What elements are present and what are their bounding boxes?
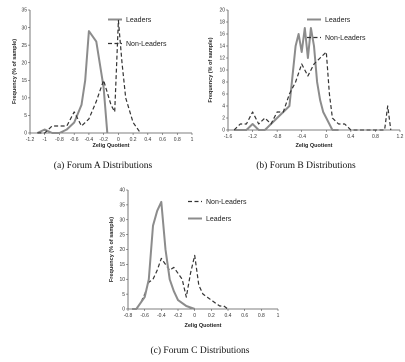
chart-3-x-tick-label: -0.6 xyxy=(140,313,149,319)
chart-3-series-leaders-legend-label: Leaders xyxy=(206,216,232,223)
chart-1-series-non-leaders-point xyxy=(51,125,52,126)
chart-3-y-tick-label: 25 xyxy=(119,232,125,239)
chart-1-series-non-leaders-point xyxy=(37,132,38,133)
chart-2-series-leaders-point xyxy=(277,117,278,118)
chart-2-series-non-leaders-point xyxy=(301,63,302,64)
chart-2-series-non-leaders-point xyxy=(344,123,345,124)
chart-3-series-non-leaders-point xyxy=(219,305,220,306)
chart-3-x-tick-label: 0.4 xyxy=(224,313,232,319)
chart-1-series-leaders-point xyxy=(96,41,97,42)
chart-2-series-non-leaders-point xyxy=(363,129,364,130)
chart-1-series-leaders-point xyxy=(59,132,60,133)
chart-1-x-tick-label: 1 xyxy=(190,137,194,143)
chart-2-series-leaders-point xyxy=(246,129,247,130)
chart-3-series-non-leaders-legend-label: Non-Leaders xyxy=(206,199,247,206)
chart-2-caption: (b) Forum B Distributions xyxy=(256,161,356,171)
chart-2-y-tick-label: 4 xyxy=(222,103,225,110)
chart-2-series-non-leaders-point xyxy=(387,105,388,106)
chart-3-y-tick-label: 35 xyxy=(119,202,125,209)
chart-3-series-non-leaders-point xyxy=(194,255,195,256)
chart-1-series-leaders-point xyxy=(44,129,45,130)
chart-1-x-tick-label: 0.6 xyxy=(159,137,167,143)
chart-2-series-non-leaders-point xyxy=(246,123,247,124)
chart-1-series-leaders-point xyxy=(88,30,89,31)
chart-1-x-tick-label: 0.8 xyxy=(173,137,181,143)
chart-3-x-tick-label: 0.8 xyxy=(257,313,265,319)
chart-2-series-leaders-point xyxy=(323,111,324,112)
chart-3-series-non-leaders-point xyxy=(173,267,174,268)
chart-2-y-tick-label: 18 xyxy=(219,19,225,26)
chart-1-x-tick-label: -0.4 xyxy=(84,137,94,143)
chart-1-series-non-leaders-point xyxy=(66,125,67,126)
chart-2-y-tick-label: 8 xyxy=(222,79,225,86)
chart-2-series-non-leaders-point xyxy=(295,81,296,82)
chart-1-x-tick-label: 0 xyxy=(116,137,120,143)
chart-1-series-leaders-point xyxy=(74,122,75,123)
chart-1-y-tick-label: 25 xyxy=(21,42,27,49)
chart-3-x-tick-label: -0.2 xyxy=(173,313,183,319)
chart-3-x-tick-label: -0.8 xyxy=(123,313,133,319)
chart-3-series-leaders-line xyxy=(132,202,195,309)
chart-2-series-non-leaders-point xyxy=(320,57,321,58)
chart-2-x-axis-label: Zelig Quotient xyxy=(295,143,333,149)
chart-3-y-tick-label: 0 xyxy=(122,306,125,313)
chart-2-series-leaders-point xyxy=(289,105,290,106)
chart-1-series-non-leaders-point xyxy=(88,118,89,119)
chart-2-series-non-leaders-point xyxy=(369,129,370,130)
chart-1-series-leaders-point xyxy=(66,129,67,130)
chart-1-series-non-leaders-point xyxy=(96,101,97,102)
chart-3-x-axis-label: Zelig Quotient xyxy=(184,323,222,329)
chart-1-series-leaders-legend-label: Leaders xyxy=(126,17,152,24)
chart-2-series-non-leaders-point xyxy=(307,75,308,76)
chart-2-y-tick-label: 2 xyxy=(222,115,225,122)
chart-1-y-axis-label: Frequency (% of sample) xyxy=(12,38,18,105)
chart-1-caption: (a) Forum A Distributions xyxy=(53,161,153,171)
chart-2-series-leaders-point xyxy=(258,129,259,130)
chart-2-series-non-leaders-point xyxy=(313,63,314,64)
chart-2-series-non-leaders-point xyxy=(390,129,391,130)
chart-3-series-leaders-point xyxy=(161,201,162,202)
chart-1-x-axis-label: Zelig Quotient xyxy=(92,143,130,149)
chart-1-series-non-leaders-point xyxy=(81,125,82,126)
chart-2-y-tick-label: 20 xyxy=(219,7,225,14)
chart-2-series-non-leaders-point xyxy=(329,93,330,94)
chart-2-x-tick-label: -0.8 xyxy=(272,134,282,140)
chart-3-series-non-leaders-point xyxy=(190,273,191,274)
chart-2-series-leaders-point xyxy=(292,75,293,76)
chart-2-series-non-leaders-point xyxy=(289,93,290,94)
chart-2-series-non-leaders-line xyxy=(234,52,391,130)
chart-3-series-non-leaders-point xyxy=(207,297,208,298)
chart-2-series-non-leaders-point xyxy=(326,51,327,52)
chart-3-x-tick-label: 1 xyxy=(276,313,280,319)
chart-2-series-leaders-point xyxy=(264,129,265,130)
chart-2-series-non-leaders-point xyxy=(381,129,382,130)
chart-3-series-non-leaders-point xyxy=(152,279,153,280)
chart-1-y-tick-label: 30 xyxy=(21,25,27,32)
chart-1-y-tick-label: 10 xyxy=(21,95,27,102)
chart-2-series-leaders-point xyxy=(338,129,339,130)
chart-3-series-non-leaders-point xyxy=(165,264,166,265)
chart-1-series-non-leaders-point xyxy=(103,80,104,81)
chart-2-y-tick-label: 0 xyxy=(222,127,225,134)
chart-2-series-leaders-point xyxy=(316,81,317,82)
chart-1-series-non-leaders-point xyxy=(121,62,122,63)
chart-3-series-leaders-point xyxy=(132,308,133,309)
chart-1-series-leaders-point xyxy=(85,80,86,81)
chart-2-series-leaders-point xyxy=(252,123,253,124)
chart-1-series-non-leaders-point xyxy=(140,132,141,133)
chart-2-series-non-leaders-point xyxy=(277,111,278,112)
chart-2-series-leaders-point xyxy=(240,129,241,130)
chart-3-caption: (c) Forum C Distributions xyxy=(150,346,250,356)
chart-3-series-non-leaders-point xyxy=(157,270,158,271)
chart-2-series-non-leaders-point xyxy=(252,111,253,112)
chart-3-series-non-leaders-point xyxy=(202,294,203,295)
chart-2-series-leaders-point xyxy=(304,27,305,28)
chart-2-series-non-leaders-point xyxy=(264,117,265,118)
chart-3-y-tick-label: 10 xyxy=(119,276,125,283)
chart-1-series-non-leaders-point xyxy=(125,97,126,98)
chart-1-x-tick-label: -0.8 xyxy=(55,137,64,143)
chart-2-series-leaders-point xyxy=(310,27,311,28)
chart-1-series-non-leaders-legend-label: Non-Leaders xyxy=(126,41,167,48)
chart-3-y-tick-label: 5 xyxy=(122,291,125,298)
chart-3-y-axis-label: Frequency (% of sample) xyxy=(109,216,115,283)
chart-1-x-tick-label: -0.6 xyxy=(69,137,79,143)
chart-3-y-tick-label: 30 xyxy=(119,217,125,224)
chart-2-series-non-leaders-legend-label: Non-Leaders xyxy=(325,35,366,42)
chart-1-series-non-leaders-point xyxy=(44,132,45,133)
chart-3-series-non-leaders-point xyxy=(215,302,216,303)
chart-2-y-tick-label: 10 xyxy=(219,67,225,74)
chart-2-series-leaders-point xyxy=(332,129,333,130)
chart-2-x-tick-label: -1.6 xyxy=(223,134,233,140)
chart-2-series-non-leaders-point xyxy=(240,123,241,124)
chart-1-y-tick-label: 35 xyxy=(21,7,27,14)
chart-2-series-non-leaders-point xyxy=(356,129,357,130)
chart-3-series-leaders-point xyxy=(169,279,170,280)
chart-1-y-tick-label: 0 xyxy=(24,130,27,137)
chart-2-series-non-leaders-point xyxy=(338,123,339,124)
chart-2-series-non-leaders-point xyxy=(332,117,333,118)
chart-3-series-leaders-point xyxy=(173,291,174,292)
chart-2-series-leaders-point xyxy=(320,99,321,100)
chart-1-x-tick-label: -1 xyxy=(42,137,47,143)
chart-3-series-leaders-point xyxy=(152,225,153,226)
chart-3-y-tick-label: 40 xyxy=(119,187,125,194)
chart-1-series-non-leaders-point xyxy=(59,125,60,126)
chart-1-y-tick-label: 5 xyxy=(24,113,27,120)
chart-1-series-leaders-point xyxy=(51,132,52,133)
chart-3-x-tick-label: -0.4 xyxy=(157,313,166,319)
chart-2-series-leaders-point xyxy=(326,117,327,118)
chart-2-series-leaders-legend-label: Leaders xyxy=(325,17,351,24)
chart-2-series-non-leaders-point xyxy=(270,123,271,124)
chart-2-series-non-leaders-point xyxy=(258,123,259,124)
chart-2-x-tick-label: 0.8 xyxy=(371,134,379,140)
chart-2-y-tick-label: 12 xyxy=(219,55,225,62)
chart-1-y-tick-label: 15 xyxy=(21,77,27,84)
chart-2-y-tick-label: 16 xyxy=(219,31,225,38)
chart-1-series-non-leaders-point xyxy=(110,104,111,105)
chart-3-series-leaders-point xyxy=(165,249,166,250)
chart-3-y-tick-label: 20 xyxy=(119,247,125,254)
chart-2-series-non-leaders-point xyxy=(375,129,376,130)
chart-3-series-non-leaders-point xyxy=(227,308,228,309)
chart-2-series-leaders-point xyxy=(307,57,308,58)
chart-1-x-tick-label: -0.2 xyxy=(99,137,108,143)
chart-2-y-tick-label: 6 xyxy=(222,91,225,98)
chart-2-series-non-leaders-point xyxy=(350,129,351,130)
chart-3-series-leaders-point xyxy=(157,210,158,211)
chart-3-series-leaders-point xyxy=(144,297,145,298)
chart-2-series-non-leaders-point xyxy=(384,129,385,130)
chart-3-y-tick-label: 15 xyxy=(119,262,125,269)
chart-3-x-tick-label: 0 xyxy=(193,313,197,319)
chart-1-y-tick-label: 20 xyxy=(21,60,27,67)
chart-1-x-tick-label: 0.4 xyxy=(144,137,152,143)
chart-3-series-leaders-point xyxy=(148,279,149,280)
chart-1-x-tick-label: -1.2 xyxy=(25,137,35,143)
chart-3-series-non-leaders-point xyxy=(177,273,178,274)
chart-1-series-non-leaders-point xyxy=(74,111,75,112)
chart-2-series-leaders-line xyxy=(234,28,339,130)
chart-2-y-tick-label: 14 xyxy=(219,43,225,50)
chart-3-series-non-leaders-point xyxy=(186,297,187,298)
chart-2-series-non-leaders-point xyxy=(234,129,235,130)
chart-3-x-tick-label: 0.2 xyxy=(207,313,215,319)
chart-2-x-tick-label: -0.4 xyxy=(297,134,307,140)
chart-1-series-leaders-line xyxy=(37,31,107,133)
chart-1-series-non-leaders-point xyxy=(114,111,115,112)
chart-3-series-leaders-point xyxy=(136,308,137,309)
chart-1-series-non-leaders-point xyxy=(132,122,133,123)
chart-3-series-non-leaders-point xyxy=(198,285,199,286)
chart-3-series-leaders-point xyxy=(186,305,187,306)
chart-2-series-leaders-point xyxy=(301,51,302,52)
chart-1-series-leaders-point xyxy=(103,87,104,88)
chart-3-series-leaders-point xyxy=(194,308,195,309)
chart-2-x-tick-label: 0.4 xyxy=(347,134,355,140)
chart-2-series-non-leaders-point xyxy=(283,111,284,112)
chart-2-y-axis-label: Frequency (% of sample) xyxy=(208,37,214,103)
chart-2-series-leaders-point xyxy=(295,45,296,46)
chart-1-x-tick-label: 0.2 xyxy=(129,137,137,143)
chart-3-series-non-leaders-point xyxy=(223,305,224,306)
chart-2-series-leaders-point xyxy=(298,33,299,34)
chart-3-x-tick-label: 0.6 xyxy=(241,313,249,319)
chart-2-x-tick-label: 0 xyxy=(324,134,328,140)
chart-3-series-leaders-point xyxy=(177,299,178,300)
chart-2-x-tick-label: 1.2 xyxy=(396,134,404,140)
chart-3-series-non-leaders-point xyxy=(182,279,183,280)
chart-1-series-leaders-point xyxy=(81,104,82,105)
chart-2-x-tick-label: -1.2 xyxy=(248,134,257,140)
chart-1-series-non-leaders-point xyxy=(118,20,119,21)
chart-3-series-non-leaders-point xyxy=(161,258,162,259)
chart-2-series-leaders-point xyxy=(313,45,314,46)
chart-3-series-non-leaders-point xyxy=(211,299,212,300)
chart-1-series-leaders-point xyxy=(107,132,108,133)
